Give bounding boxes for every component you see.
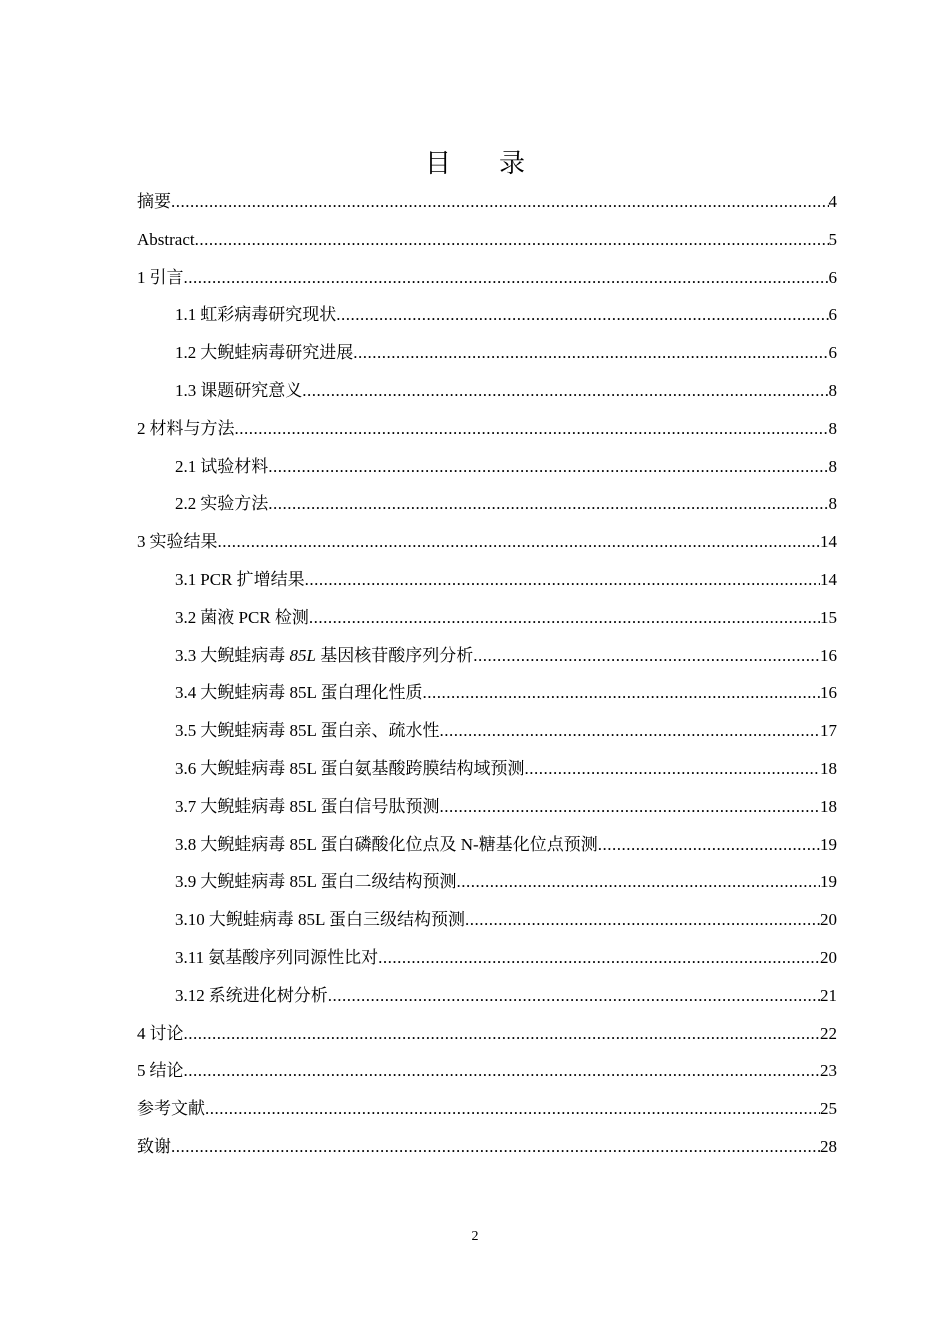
toc-entry[interactable] bbox=[137, 561, 837, 599]
toc-entry-label bbox=[175, 296, 336, 334]
toc-entry-page: 8 bbox=[828, 380, 837, 400]
toc-entry-label bbox=[137, 1052, 184, 1090]
toc-entry-text: 实验方法 bbox=[200, 494, 269, 514]
toc-entry-text: 材料与方法 bbox=[149, 418, 235, 438]
toc-entry-number: 4 bbox=[137, 1023, 146, 1043]
toc-entry-label bbox=[175, 901, 465, 939]
toc-entry-page: 19 bbox=[820, 834, 837, 854]
toc-entry-text: 结论 bbox=[149, 1061, 184, 1081]
toc-entry-gene-name: 85L bbox=[289, 645, 316, 665]
toc-entry-text: PCR 扩增结果 bbox=[200, 569, 305, 589]
toc-leader-dots bbox=[171, 183, 829, 221]
toc-entry-text: 大鲵蛙病毒 85L 蛋白磷酸化位点及 N-糖基化位点预测 bbox=[200, 834, 598, 854]
toc-leader-dots bbox=[302, 372, 828, 410]
toc-entry-page: 14 bbox=[820, 569, 837, 589]
toc-entry-number: 3.5 bbox=[175, 721, 197, 741]
toc-leader-dots bbox=[440, 712, 820, 750]
toc-entry-label bbox=[175, 485, 268, 523]
toc-entry-text: 氨基酸序列同源性比对 bbox=[208, 947, 379, 967]
toc-entry-text: 大鲵蛙病毒 85L 蛋白理化性质 bbox=[200, 683, 423, 703]
toc-leader-dots bbox=[336, 296, 828, 334]
toc-entry-label bbox=[175, 826, 598, 864]
toc-leader-dots bbox=[473, 637, 820, 675]
toc-entry-page: 21 bbox=[820, 985, 837, 1005]
toc-entry-page: 16 bbox=[820, 645, 837, 665]
toc-entry-number: 2 bbox=[137, 418, 146, 438]
toc-entry-text: 菌液 PCR 检测 bbox=[200, 607, 309, 627]
toc-entry-text-post: 基因核苷酸序列分析 bbox=[315, 645, 474, 665]
toc-entry-label bbox=[175, 977, 328, 1015]
toc-entry-page: 6 bbox=[828, 267, 837, 287]
toc-entry[interactable] bbox=[137, 296, 837, 334]
toc-entry-text: 试验材料 bbox=[200, 456, 269, 476]
toc-entry-label bbox=[175, 372, 302, 410]
toc-entry-number: 3.11 bbox=[175, 947, 205, 967]
toc-entry-number: 3.10 bbox=[175, 910, 205, 930]
toc-entry-text-pre: 大鲵蛙病毒 bbox=[200, 645, 290, 665]
toc-entry[interactable] bbox=[137, 221, 837, 259]
toc-entry-label bbox=[137, 221, 195, 259]
toc-leader-dots bbox=[184, 1052, 821, 1090]
toc-entry-text: Abstract bbox=[137, 229, 195, 249]
toc-entry-text: 系统进化树分析 bbox=[208, 985, 328, 1005]
toc-entry-label bbox=[175, 863, 457, 901]
toc-leader-dots bbox=[328, 977, 820, 1015]
toc-leader-dots bbox=[268, 448, 828, 486]
toc-entry-number: 1.2 bbox=[175, 343, 197, 363]
toc-entry-label bbox=[137, 1128, 171, 1166]
toc-leader-dots bbox=[309, 599, 820, 637]
toc-entry-number: 3.7 bbox=[175, 796, 197, 816]
toc-entry-text: 引言 bbox=[149, 267, 184, 287]
toc-leader-dots bbox=[218, 523, 821, 561]
toc-entry-label bbox=[137, 1015, 184, 1053]
toc-leader-dots bbox=[465, 901, 820, 939]
toc-entry[interactable] bbox=[137, 674, 837, 712]
toc-entry-page: 8 bbox=[828, 418, 837, 438]
toc-entry-text: 讨论 bbox=[149, 1023, 184, 1043]
toc-entry-page: 20 bbox=[820, 947, 837, 967]
toc-entry-label bbox=[175, 637, 473, 675]
toc-entry[interactable] bbox=[137, 183, 837, 221]
toc-entry-number: 2.2 bbox=[175, 494, 197, 514]
toc-entry-number: 3.8 bbox=[175, 834, 197, 854]
toc-entry-page: 5 bbox=[828, 229, 837, 249]
toc-entry[interactable] bbox=[137, 939, 837, 977]
toc-entry[interactable] bbox=[137, 448, 837, 486]
toc-entry-page: 15 bbox=[820, 607, 837, 627]
toc-entry-number: 3.4 bbox=[175, 683, 197, 703]
toc-entry[interactable] bbox=[137, 1128, 837, 1166]
toc-leader-dots bbox=[184, 259, 829, 297]
toc-entry-number: 3.1 bbox=[175, 569, 197, 589]
toc-leader-dots bbox=[195, 221, 829, 259]
toc-title: 目录 bbox=[424, 149, 573, 178]
toc-entry-label bbox=[175, 334, 353, 372]
toc-entry-page: 6 bbox=[828, 305, 837, 325]
toc-leader-dots bbox=[457, 863, 820, 901]
toc-entry-label bbox=[175, 712, 440, 750]
toc-entry-page: 6 bbox=[828, 343, 837, 363]
toc-entry-text: 虹彩病毒研究现状 bbox=[200, 305, 337, 325]
toc-entry[interactable] bbox=[137, 826, 837, 864]
toc-entry-text: 参考文献 bbox=[137, 1099, 205, 1119]
toc-entry[interactable] bbox=[137, 1052, 837, 1090]
toc-entry[interactable] bbox=[137, 485, 837, 523]
toc-entry[interactable] bbox=[137, 901, 837, 939]
page-number: 2 bbox=[471, 1229, 479, 1244]
toc-entry-text: 大鲵蛙病毒 85L 蛋白氨基酸跨膜结构域预测 bbox=[200, 758, 525, 778]
toc-entry-text: 大鲵蛙病毒 85L 蛋白亲、疏水性 bbox=[200, 721, 440, 741]
toc-entry-number: 5 bbox=[137, 1061, 146, 1081]
toc-entry[interactable] bbox=[137, 410, 837, 448]
toc-entry-text: 摘要 bbox=[137, 192, 171, 211]
toc-entry[interactable] bbox=[137, 334, 837, 372]
toc-entry-label bbox=[137, 523, 218, 561]
toc-entry-label bbox=[137, 259, 184, 297]
toc-leader-dots bbox=[440, 788, 820, 826]
toc-entry[interactable] bbox=[137, 637, 837, 675]
toc-entry[interactable] bbox=[137, 1090, 837, 1128]
toc-leader-dots bbox=[235, 410, 829, 448]
toc-leader-dots bbox=[305, 561, 820, 599]
toc-entry-label bbox=[175, 561, 305, 599]
toc-entry-number: 3.12 bbox=[175, 985, 205, 1005]
toc-entry-page: 4 bbox=[828, 192, 837, 211]
toc-entry-number: 3.9 bbox=[175, 872, 197, 892]
toc-entry-page: 19 bbox=[820, 872, 837, 892]
toc-entry-number: 3 bbox=[137, 532, 146, 552]
toc-entry[interactable] bbox=[137, 523, 837, 561]
toc-entry-page: 23 bbox=[820, 1061, 837, 1081]
toc-entry-number: 1.1 bbox=[175, 305, 197, 325]
toc-entry-number: 3.3 bbox=[175, 645, 197, 665]
toc-leader-dots bbox=[598, 826, 820, 864]
toc-leader-dots bbox=[423, 674, 820, 712]
toc-leader-dots bbox=[205, 1090, 820, 1128]
toc-entry-text: 大鲵蛙病毒 85L 蛋白三级结构预测 bbox=[208, 910, 466, 930]
toc-entry[interactable] bbox=[137, 712, 837, 750]
toc-entry-page: 22 bbox=[820, 1023, 837, 1043]
toc-entry[interactable] bbox=[137, 977, 837, 1015]
toc-entry-label bbox=[175, 750, 525, 788]
toc-entry[interactable] bbox=[137, 259, 837, 297]
toc-entry-label bbox=[175, 448, 268, 486]
toc-entry[interactable] bbox=[137, 788, 837, 826]
toc-entry-page: 20 bbox=[820, 910, 837, 930]
toc-leader-dots bbox=[171, 1128, 820, 1166]
toc-list bbox=[137, 183, 837, 1166]
toc-entry-page: 14 bbox=[820, 532, 837, 552]
toc-entry-text: 课题研究意义 bbox=[200, 380, 303, 400]
toc-entry[interactable] bbox=[137, 863, 837, 901]
toc-entry-page: 8 bbox=[828, 456, 837, 476]
toc-entry-page: 28 bbox=[820, 1136, 837, 1156]
toc-entry-label bbox=[137, 183, 171, 221]
toc-leader-dots bbox=[525, 750, 820, 788]
toc-entry-text: 致谢 bbox=[137, 1136, 171, 1156]
toc-entry-number: 3.2 bbox=[175, 607, 197, 627]
toc-leader-dots bbox=[353, 334, 828, 372]
toc-entry-text: 大鲵蛙病毒 85L 蛋白信号肽预测 bbox=[200, 796, 440, 816]
toc-entry[interactable] bbox=[137, 1015, 837, 1053]
toc-entry-page: 8 bbox=[828, 494, 837, 514]
toc-entry-label bbox=[175, 788, 440, 826]
toc-entry-number: 1 bbox=[137, 267, 146, 287]
toc-entry[interactable] bbox=[137, 750, 837, 788]
toc-entry-text: 大鲵蛙病毒 85L 蛋白二级结构预测 bbox=[200, 872, 457, 892]
toc-entry-label bbox=[137, 1090, 205, 1128]
toc-entry-label bbox=[175, 939, 378, 977]
toc-entry-page: 25 bbox=[820, 1099, 837, 1119]
toc-entry-page: 18 bbox=[820, 796, 837, 816]
toc-entry-label bbox=[137, 410, 235, 448]
toc-entry-number: 3.6 bbox=[175, 758, 197, 778]
toc-entry-page: 17 bbox=[820, 721, 837, 741]
toc-entry[interactable] bbox=[137, 599, 837, 637]
toc-leader-dots bbox=[268, 485, 828, 523]
toc-leader-dots bbox=[184, 1015, 821, 1053]
toc-entry-label bbox=[175, 599, 309, 637]
toc-entry-page: 16 bbox=[820, 683, 837, 703]
toc-entry-text: 大鲵蛙病毒研究进展 bbox=[200, 343, 354, 363]
toc-entry-number: 1.3 bbox=[175, 380, 197, 400]
toc-entry-text: 实验结果 bbox=[149, 532, 218, 552]
toc-leader-dots bbox=[378, 939, 820, 977]
toc-entry-number: 2.1 bbox=[175, 456, 197, 476]
toc-entry[interactable] bbox=[137, 372, 837, 410]
toc-entry-label bbox=[175, 674, 423, 712]
toc-entry-page: 18 bbox=[820, 758, 837, 778]
